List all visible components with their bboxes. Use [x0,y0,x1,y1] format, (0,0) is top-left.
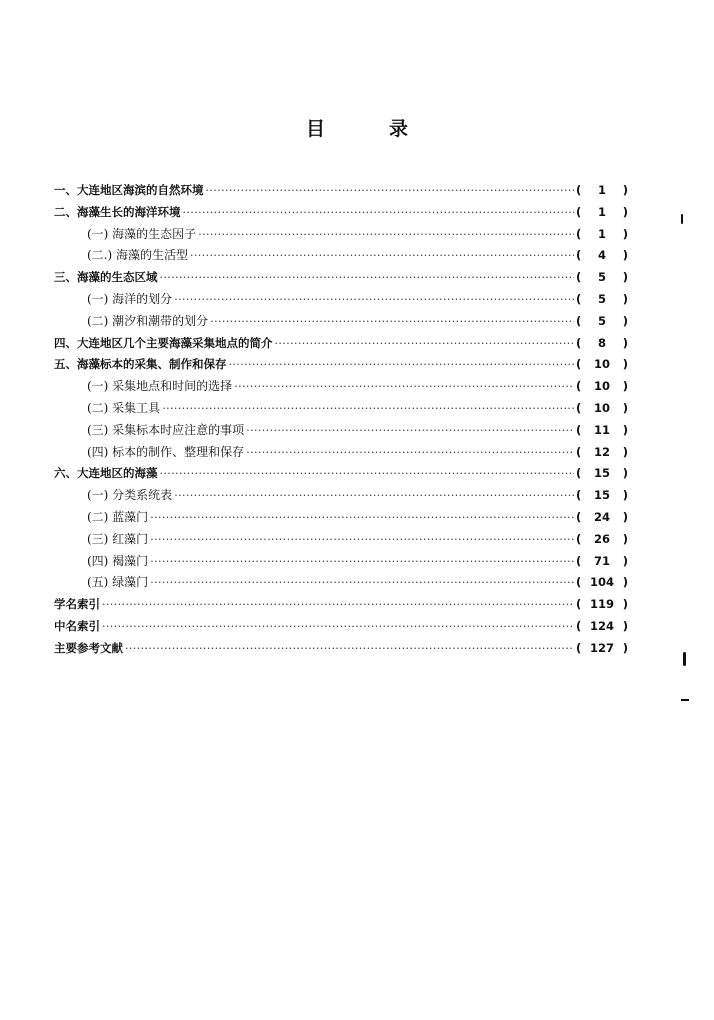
toc-entry-label: 中名索引 [54,618,100,633]
toc-entry-label: 主要参考文献 [54,640,123,655]
paren-open: ( [576,183,582,197]
toc-entry-label: (三) 采集标本时应注意的事项 [87,422,245,437]
dot-leader [198,224,574,246]
dot-leader [174,289,574,311]
toc-entry [54,289,628,311]
paren-open: ( [576,553,582,568]
toc-entry-label: 五、海藻标本的采集、制作和保存 [54,357,227,372]
dot-leader [183,202,575,224]
dot-leader [246,420,574,442]
dot-leader [162,398,574,420]
page-number: 5 [597,270,606,285]
page-number: 71 [593,553,610,568]
table-of-contents [54,180,628,660]
toc-entry-label: (五) 绿藻门 [87,575,149,590]
page-number: 26 [593,531,610,546]
dot-leader [150,529,574,551]
toc-entry [54,594,628,616]
toc-entry-label: (四) 褐藻门 [87,553,149,568]
paren-close: ) [622,444,628,459]
paren-open: ( [576,575,582,590]
toc-page-ref [576,507,628,529]
page-number: 127 [589,640,614,655]
toc-entry [54,420,628,442]
toc-page-ref [576,289,628,311]
toc-entry [54,311,628,333]
paren-open: ( [576,488,582,503]
toc-page-ref [576,420,628,442]
toc-entry-label: (二.) 海藻的生活型 [87,248,188,263]
page-number: 8 [597,335,606,350]
paren-close: ) [622,291,628,306]
paren-close: ) [622,422,628,437]
paren-close: ) [622,553,628,568]
toc-entry [54,202,628,224]
dot-leader [246,442,574,464]
toc-page-ref [576,354,628,376]
toc-entry [54,616,628,638]
toc-page-ref [576,442,628,464]
paren-open: ( [576,444,582,459]
page-number: 5 [597,313,606,328]
toc-entry [54,507,628,529]
page-number: 10 [593,379,610,394]
toc-entry [54,485,628,507]
page-number: 11 [593,422,610,437]
dot-leader [150,572,574,594]
toc-page-ref [576,311,628,333]
paren-open: ( [576,531,582,546]
title-char-2: 录 [389,118,409,140]
toc-entry-label: (一) 分类系统表 [87,488,173,503]
title-char-1: 目 [305,118,325,140]
paren-close: ) [622,575,628,590]
page-number: 1 [597,226,606,241]
toc-entry-label: 一、大连地区海滨的自然环境 [54,183,204,197]
toc-entry-label: 学名索引 [54,597,100,612]
toc-entry [54,638,628,660]
page-number: 124 [589,618,614,633]
scan-mark [683,652,686,666]
page-number: 5 [597,291,606,306]
toc-page-ref [576,224,628,246]
paren-close: ) [622,400,628,415]
paren-open: ( [576,379,582,394]
toc-entry-label: (二) 蓝藻门 [87,509,149,524]
dot-leader [160,267,575,289]
paren-open: ( [576,640,582,655]
toc-page-ref [576,572,628,594]
toc-entry-label: (一) 海藻的生态因子 [87,226,197,241]
paren-close: ) [622,357,628,372]
toc-page-ref [576,333,628,355]
toc-entry [54,180,628,202]
dot-leader [160,463,575,485]
paren-open: ( [576,400,582,415]
paren-open: ( [576,597,582,612]
paren-close: ) [622,531,628,546]
paren-open: ( [576,466,582,481]
paren-open: ( [576,313,582,328]
toc-entry-label: 六、大连地区的海藻 [54,466,158,481]
paren-open: ( [576,226,582,241]
toc-entry-label: (一) 海洋的划分 [87,291,173,306]
toc-entry [54,463,628,485]
page-number: 15 [593,488,610,503]
dot-leader [210,311,574,333]
dot-leader [125,638,574,660]
dot-leader [150,551,574,573]
paren-close: ) [622,335,628,350]
toc-entry-label: (一) 采集地点和时间的选择 [87,379,233,394]
dot-leader [150,507,574,529]
paren-open: ( [576,357,582,372]
toc-page-ref [576,529,628,551]
toc-page-ref [576,551,628,573]
page-number: 15 [593,466,610,481]
dot-leader [234,376,574,398]
paren-close: ) [622,618,628,633]
paren-open: ( [576,248,582,263]
paren-close: ) [622,640,628,655]
toc-entry [54,354,628,376]
toc-page-ref [576,485,628,507]
dot-leader [190,245,574,267]
toc-page-ref [576,245,628,267]
page-number: 10 [593,400,610,415]
page-number: 104 [589,575,614,590]
toc-page-ref [576,594,628,616]
paren-close: ) [622,183,628,197]
toc-page-ref [576,376,628,398]
toc-entry-label: (四) 标本的制作、整理和保存 [87,444,245,459]
toc-entry [54,267,628,289]
toc-entry [54,245,628,267]
paren-open: ( [576,291,582,306]
toc-page-ref [576,180,628,202]
toc-entry-label: 三、海藻的生态区域 [54,270,158,285]
paren-open: ( [576,509,582,524]
toc-page-ref [576,267,628,289]
scan-mark [681,214,683,224]
paren-close: ) [622,597,628,612]
dot-leader [102,616,574,638]
paren-open: ( [576,422,582,437]
toc-entry [54,551,628,573]
paren-close: ) [622,226,628,241]
toc-entry-label: (三) 红藻门 [87,531,149,546]
toc-entry-label: (二) 潮汐和潮带的划分 [87,313,209,328]
toc-page-ref [576,202,628,224]
toc-entry [54,224,628,246]
toc-entry [54,333,628,355]
toc-page-ref [576,616,628,638]
toc-entry-label: (二) 采集工具 [87,400,161,415]
page-number: 12 [593,444,610,459]
paren-open: ( [576,204,582,219]
paren-close: ) [622,248,628,263]
toc-page-ref [576,463,628,485]
page-number: 1 [597,183,606,197]
dot-leader [174,485,574,507]
page-number: 10 [593,357,610,372]
scan-mark [681,699,689,701]
toc-entry-label: 四、大连地区几个主要海藻采集地点的简介 [54,335,273,350]
paren-open: ( [576,270,582,285]
toc-entry-label: 二、海藻生长的海洋环境 [54,204,181,219]
paren-close: ) [622,488,628,503]
toc-entry [54,529,628,551]
paren-open: ( [576,618,582,633]
paren-close: ) [622,313,628,328]
page-number: 1 [597,204,606,219]
toc-entry [54,442,628,464]
paren-close: ) [622,466,628,481]
toc-page-ref [576,638,628,660]
page-number: 119 [589,597,614,612]
dot-leader [275,333,575,355]
paren-close: ) [622,270,628,285]
toc-entry [54,376,628,398]
dot-leader [102,594,574,616]
toc-page-ref [576,398,628,420]
dot-leader [229,354,575,376]
paren-close: ) [622,379,628,394]
page-title [0,114,714,141]
paren-close: ) [622,509,628,524]
page-number: 24 [593,509,610,524]
page-number: 4 [597,248,606,263]
paren-close: ) [622,204,628,219]
toc-entry [54,398,628,420]
dot-leader [206,180,575,202]
paren-open: ( [576,335,582,350]
toc-entry [54,572,628,594]
